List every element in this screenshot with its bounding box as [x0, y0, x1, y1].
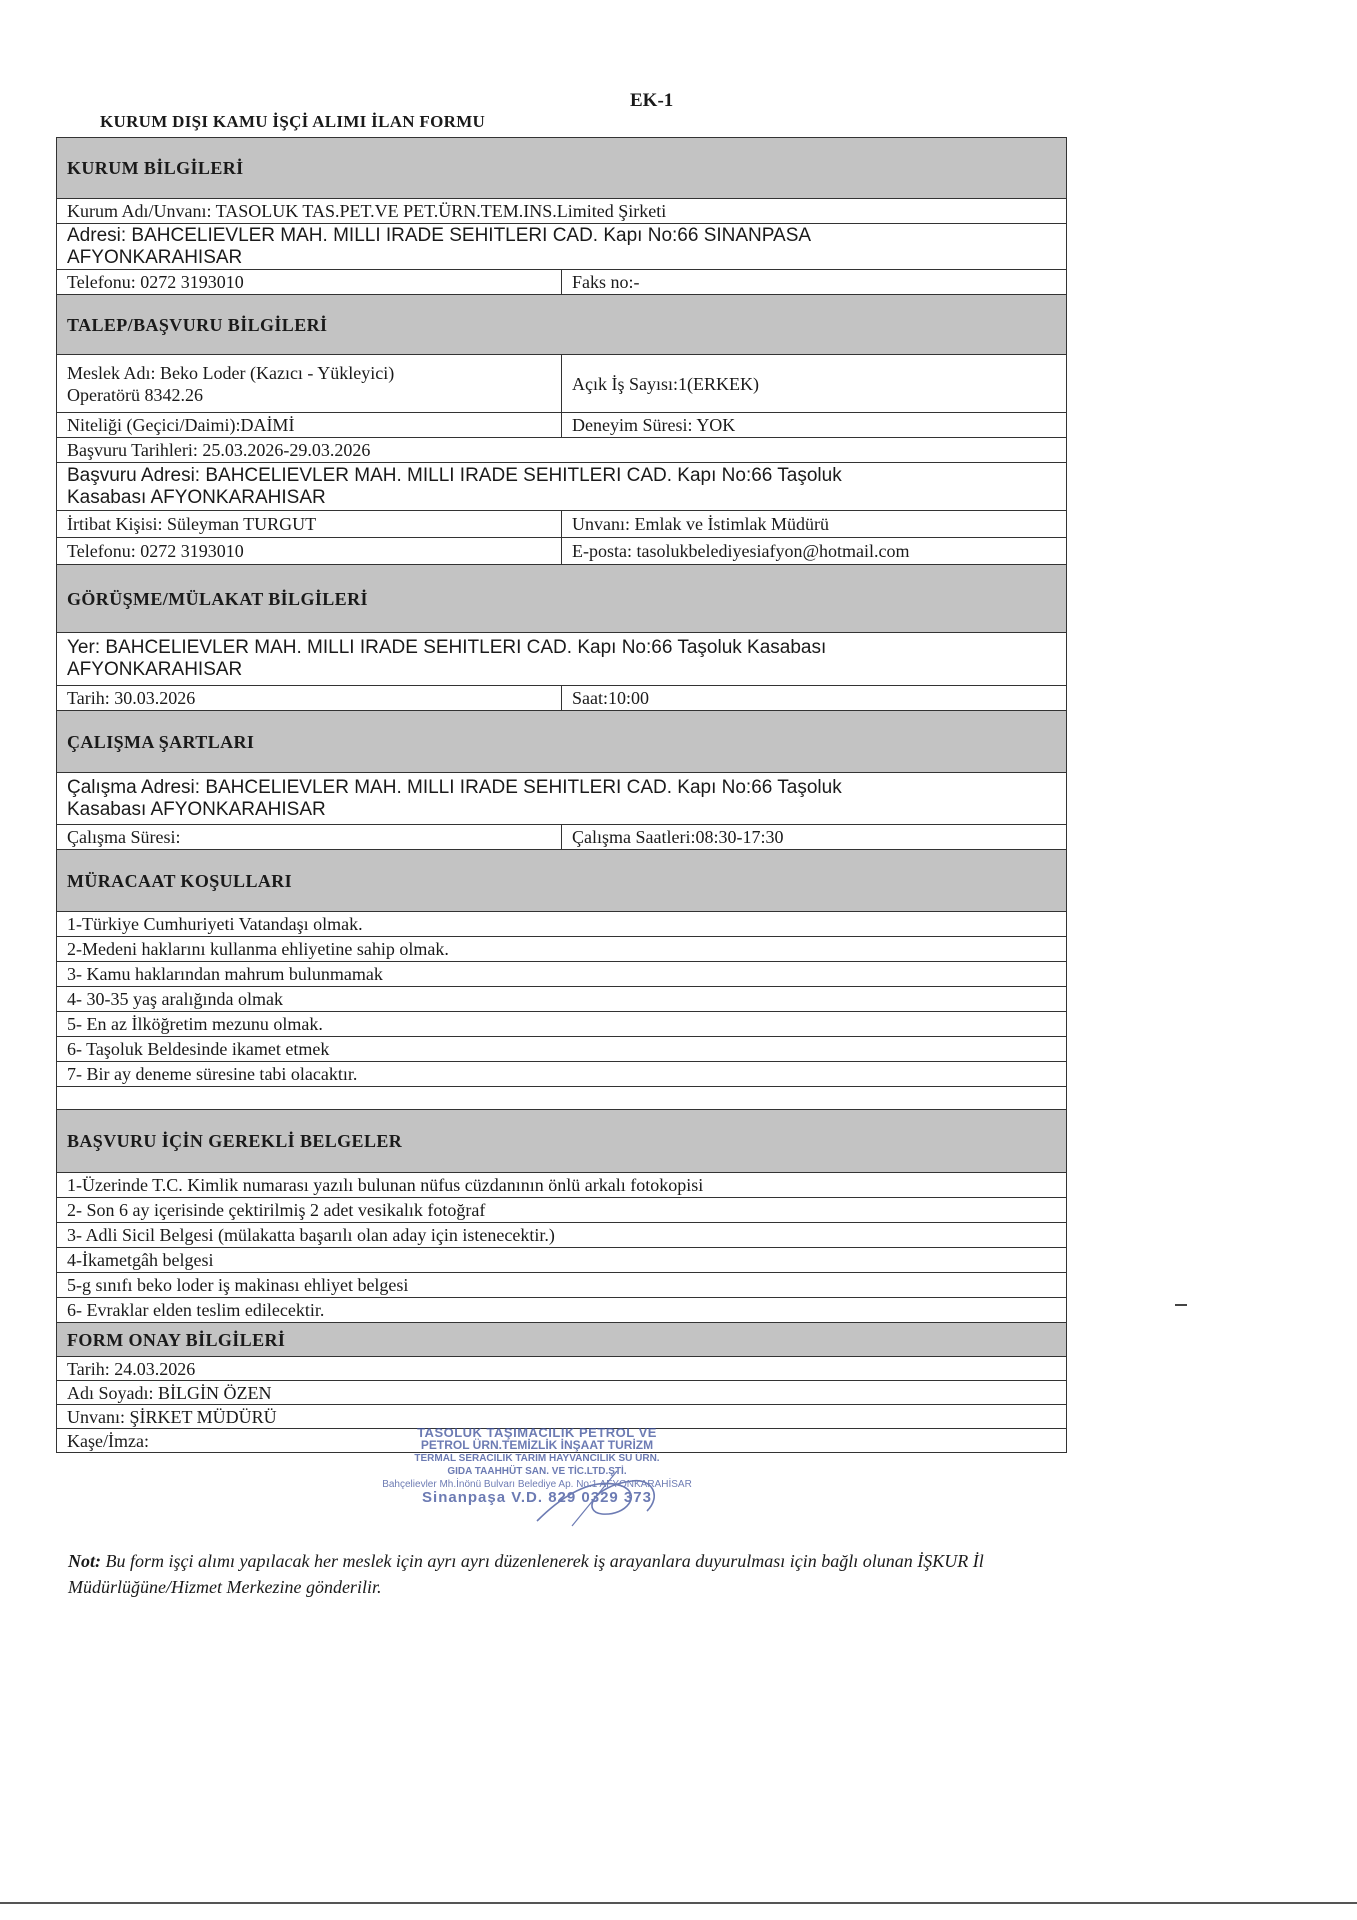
gorusme-yeri-line1: Yer: BAHCELIEVLER MAH. MILLI IRADE SEHITLERI CAD. Kapı No:66 Taşoluk Kasabası [67, 637, 827, 658]
section-title: BAŞVURU İÇİN GEREKLİ BELGELER [57, 1110, 1067, 1173]
section-title: GÖRÜŞME/MÜLAKAT BİLGİLERİ [57, 565, 1067, 633]
muracaat-item-2: 2-Medeni haklarını kullanma ehliyetine sahip olmak. [57, 937, 1067, 962]
footnote-text: Bu form işçi alımı yapılacak her meslek için ayrı ayrı düzenlenerek iş arayanlara duyurulması için bağlı olunan İŞKUR İl Müdürlüğüne/Hizmet Merkezine gönderilir. [68, 1551, 984, 1597]
belge-item-1: 1-Üzerinde T.C. Kimlik numarası yazılı bulunan nüfus cüzdanının önlü arkalı fotokopisi [57, 1173, 1067, 1198]
table-row [57, 224, 1067, 270]
application-form-table [56, 137, 1067, 1453]
section-header-kurum [57, 138, 1067, 199]
table-row [57, 199, 1067, 224]
list-item [57, 912, 1067, 937]
kurum-faks: Faks no:- [562, 270, 1067, 295]
meslek-adi [57, 355, 562, 413]
section-header-muracaat [57, 850, 1067, 912]
gorusme-tarihi: Tarih: 30.03.2026 [57, 686, 562, 711]
belge-item-5: 5-g sınıfı beko loder iş makinası ehliyet belgesi [57, 1273, 1067, 1298]
muracaat-item-3: 3- Kamu haklarından mahrum bulunmamak [57, 962, 1067, 987]
irtibat-unvani: Unvanı: Emlak ve İstimlak Müdürü [562, 511, 1067, 538]
kurum-telefon: Telefonu: 0272 3193010 [57, 270, 562, 295]
list-item [57, 1248, 1067, 1273]
muracaat-item-1: 1-Türkiye Cumhuriyeti Vatandaşı olmak. [57, 912, 1067, 937]
table-row [57, 538, 1067, 565]
stamp-line5: Bahçelievler Mh.İnönü Bulvarı Belediye Ap. No:1 AFYONKARAHİSAR [382, 1479, 692, 1490]
list-item [57, 1012, 1067, 1037]
acik-is-sayisi: Açık İş Sayısı:1(ERKEK) [562, 355, 1067, 413]
form-title: KURUM DIŞI KAMU İŞÇİ ALIMI İLAN FORMU [100, 112, 486, 131]
gorusme-yeri-line2: AFYONKARAHISAR [67, 659, 243, 680]
list-item [57, 1223, 1067, 1248]
section-header-calisma [57, 711, 1067, 773]
list-item [57, 1062, 1067, 1087]
calisma-adresi-line2: Kasabası AFYONKARAHISAR [67, 798, 326, 820]
empty-row [57, 1087, 1067, 1110]
section-header-gorusme [57, 565, 1067, 633]
calisma-adresi [57, 773, 1067, 825]
meslek-adi-line2: Operatörü 8342.26 [67, 384, 203, 405]
section-title: ÇALIŞMA ŞARTLARI [57, 711, 1067, 773]
muracaat-item-5: 5- En az İlköğretim mezunu olmak. [57, 1012, 1067, 1037]
signature-icon [532, 1466, 672, 1536]
scan-mark [1175, 1304, 1187, 1306]
table-row [57, 1429, 1067, 1453]
onay-unvan: Unvanı: ŞİRKET MÜDÜRÜ [57, 1405, 1067, 1429]
list-item [57, 937, 1067, 962]
table-row [57, 686, 1067, 711]
section-title: TALEP/BAŞVURU BİLGİLERİ [57, 295, 1067, 355]
calisma-adresi-line1: Çalışma Adresi: BAHCELIEVLER MAH. MILLI IRADE SEHITLERI CAD. Kapı No:66 Taşoluk [67, 776, 842, 798]
table-row [57, 1381, 1067, 1405]
stamp-line4: GIDA TAAHHÜT SAN. VE TİC.LTD.ŞTİ. [447, 1466, 627, 1477]
muracaat-item-4: 4- 30-35 yaş aralığında olmak [57, 987, 1067, 1012]
deneyim-suresi: Deneyim Süresi: YOK [562, 413, 1067, 438]
section-title: MÜRACAAT KOŞULLARI [57, 850, 1067, 912]
basvuru-adresi-line2: Kasabası AFYONKARAHISAR [67, 486, 326, 508]
belge-item-3: 3- Adli Sicil Belgesi (mülakatta başarılı olan aday için istenecektir.) [57, 1223, 1067, 1248]
belge-item-4: 4-İkametgâh belgesi [57, 1248, 1067, 1273]
stamp-line2: PETROL ÜRN.TEMİZLİK İNŞAAT TURİZM [420, 1438, 654, 1452]
belge-item-6: 6- Evraklar elden teslim edilecektir. [57, 1298, 1067, 1323]
footnote [68, 1548, 1068, 1600]
section-header-belgeler [57, 1110, 1067, 1173]
table-row [57, 1405, 1067, 1429]
kurum-adresi-line2: AFYONKARAHISAR [67, 246, 243, 268]
belge-item-2: 2- Son 6 ay içerisinde çektirilmiş 2 adet vesikalık fotoğraf [57, 1198, 1067, 1223]
list-item [57, 1198, 1067, 1223]
gorusme-saati: Saat:10:00 [562, 686, 1067, 711]
stamp-line3: TERMAL SERACILIK TARIM HAYVANCILIK SU ÜRN. [414, 1453, 660, 1464]
table-row [57, 633, 1067, 686]
meslek-adi-line1: Meslek Adı: Beko Loder (Kazıcı - Yükleyici) [67, 362, 395, 383]
eposta: E-posta: tasolukbelediyesiafyon@hotmail.com [562, 538, 1067, 565]
irtibat-kisisi: İrtibat Kişisi: Süleyman TURGUT [57, 511, 562, 538]
basvuru-tarihleri: Başvuru Tarihleri: 25.03.2026-29.03.2026 [57, 438, 1067, 463]
muracaat-item-6: 6- Taşoluk Beldesinde ikamet etmek [57, 1037, 1067, 1062]
basvuru-adresi-line1: Başvuru Adresi: BAHCELIEVLER MAH. MILLI IRADE SEHITLERI CAD. Kapı No:66 Taşoluk [67, 464, 842, 486]
calisma-suresi: Çalışma Süresi: [57, 825, 562, 850]
list-item [57, 1173, 1067, 1198]
footnote-label: Not: [68, 1551, 101, 1571]
list-item [57, 987, 1067, 1012]
table-row [57, 825, 1067, 850]
table-row [57, 270, 1067, 295]
list-item [57, 1298, 1067, 1323]
stamp-line6: Sinanpaşa V.D. 829 0329 373 [422, 1489, 652, 1506]
scan-edge-line [0, 1902, 1357, 1904]
gorusme-yeri [57, 633, 1067, 686]
table-row [57, 413, 1067, 438]
basvuru-telefon: Telefonu: 0272 3193010 [57, 538, 562, 565]
table-row [57, 355, 1067, 413]
onay-tarih: Tarih: 24.03.2026 [57, 1357, 1067, 1381]
section-header-talep [57, 295, 1067, 355]
list-item [57, 1273, 1067, 1298]
table-row [57, 438, 1067, 463]
table-row [57, 1357, 1067, 1381]
stamp-line1: TASOLUK TAŞIMACILIK PETROL VE [417, 1425, 657, 1440]
table-row [57, 511, 1067, 538]
kurum-adi: Kurum Adı/Unvanı: TASOLUK TAS.PET.VE PET.ÜRN.TEM.INS.Limited Şirketi [57, 199, 1067, 224]
basvuru-adresi [57, 463, 1067, 511]
calisma-saatleri: Çalışma Saatleri:08:30-17:30 [562, 825, 1067, 850]
onay-kase-imza: Kaşe/İmza: [57, 1429, 1067, 1453]
kurum-adresi-line1: Adresi: BAHCELIEVLER MAH. MILLI IRADE SEHITLERI CAD. Kapı No:66 SINANPASA [67, 224, 812, 246]
niteligi: Niteliği (Geçici/Daimi):DAİMİ [57, 413, 562, 438]
list-item [57, 1037, 1067, 1062]
onay-adi-soyadi: Adı Soyadı: BİLGİN ÖZEN [57, 1381, 1067, 1405]
appendix-label: EK-1 [630, 90, 674, 111]
table-row [57, 463, 1067, 511]
section-title: FORM ONAY BİLGİLERİ [57, 1323, 1067, 1357]
table-row [57, 773, 1067, 825]
section-title: KURUM BİLGİLERİ [57, 138, 1067, 199]
kurum-adresi [57, 224, 1067, 270]
section-header-onay [57, 1323, 1067, 1357]
list-item [57, 962, 1067, 987]
muracaat-item-7: 7- Bir ay deneme süresine tabi olacaktır. [57, 1062, 1067, 1087]
